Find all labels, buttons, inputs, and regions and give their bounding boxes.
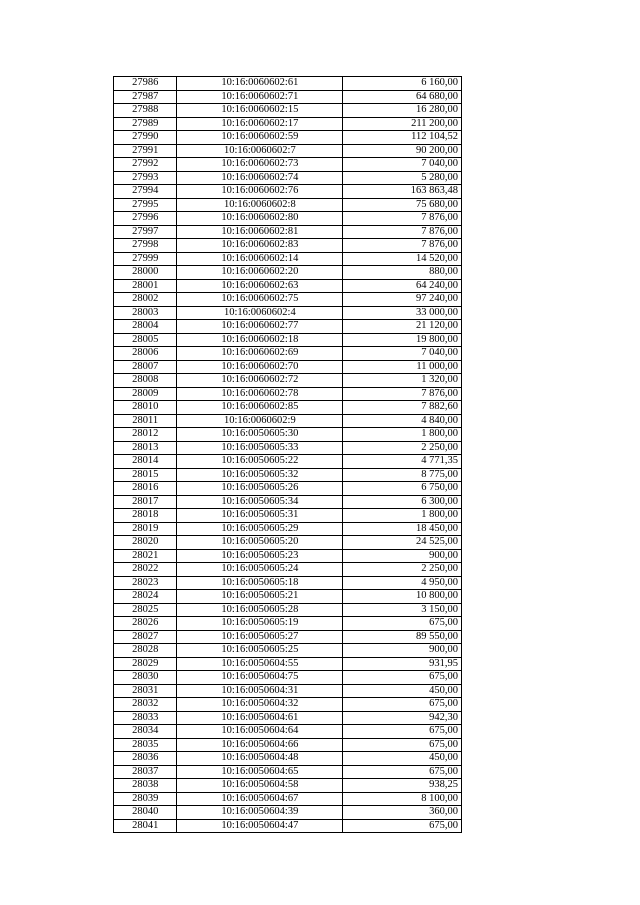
- cadastral-number: 10:16:0060602:9: [177, 414, 343, 428]
- cadastral-value: 7 040,00: [343, 347, 462, 361]
- cadastral-number: 10:16:0060602:14: [177, 252, 343, 266]
- table-row: [114, 590, 462, 604]
- row-number: 28014: [114, 455, 177, 469]
- cadastral-value: 450,00: [343, 752, 462, 766]
- cadastral-number: 10:16:0060602:81: [177, 225, 343, 239]
- table-body: [114, 77, 462, 833]
- cadastral-value: 675,00: [343, 617, 462, 631]
- cadastral-number: 10:16:0050605:34: [177, 495, 343, 509]
- cadastral-value: 942,30: [343, 711, 462, 725]
- cadastral-number: 10:16:0060602:85: [177, 401, 343, 415]
- cadastral-value: 2 250,00: [343, 441, 462, 455]
- cadastral-value: 7 876,00: [343, 212, 462, 226]
- cadastral-value: 7 876,00: [343, 239, 462, 253]
- table-row: [114, 495, 462, 509]
- table-row: [114, 509, 462, 523]
- cadastral-number: 10:16:0050605:27: [177, 630, 343, 644]
- table-row: [114, 441, 462, 455]
- table-row: [114, 387, 462, 401]
- cadastral-number: 10:16:0050604:47: [177, 819, 343, 833]
- table-row: [114, 104, 462, 118]
- cadastral-number: 10:16:0050605:19: [177, 617, 343, 631]
- row-number: 28020: [114, 536, 177, 550]
- row-number: 28038: [114, 779, 177, 793]
- cadastral-value: 675,00: [343, 738, 462, 752]
- cadastral-number: 10:16:0060602:70: [177, 360, 343, 374]
- table-row: [114, 171, 462, 185]
- cadastral-value: 931,95: [343, 657, 462, 671]
- row-number: 28029: [114, 657, 177, 671]
- cadastral-value: 19 800,00: [343, 333, 462, 347]
- table-row: [114, 522, 462, 536]
- table-row: [114, 671, 462, 685]
- cadastral-number: 10:16:0050605:28: [177, 603, 343, 617]
- table-row: [114, 684, 462, 698]
- table-row: [114, 644, 462, 658]
- table-row: [114, 252, 462, 266]
- cadastral-value: 7 876,00: [343, 225, 462, 239]
- cadastral-value: 938,25: [343, 779, 462, 793]
- cadastral-value: 14 520,00: [343, 252, 462, 266]
- cadastral-number: 10:16:0050604:75: [177, 671, 343, 685]
- cadastral-number: 10:16:0050604:61: [177, 711, 343, 725]
- table-row: [114, 657, 462, 671]
- cadastral-number: 10:16:0060602:73: [177, 158, 343, 172]
- row-number: 28019: [114, 522, 177, 536]
- cadastral-number: 10:16:0060602:61: [177, 77, 343, 91]
- cadastral-number: 10:16:0060602:78: [177, 387, 343, 401]
- row-number: 28008: [114, 374, 177, 388]
- cadastral-value: 1 320,00: [343, 374, 462, 388]
- cadastral-number: 10:16:0060602:7: [177, 144, 343, 158]
- cadastral-value: 1 800,00: [343, 509, 462, 523]
- table-row: [114, 455, 462, 469]
- row-number: 27997: [114, 225, 177, 239]
- table-row: [114, 630, 462, 644]
- cadastral-value: 6 300,00: [343, 495, 462, 509]
- cadastral-number: 10:16:0060602:63: [177, 279, 343, 293]
- table-row: [114, 293, 462, 307]
- cadastral-value: 7 876,00: [343, 387, 462, 401]
- table-row: [114, 725, 462, 739]
- cadastral-number: 10:16:0060602:8: [177, 198, 343, 212]
- row-number: 28013: [114, 441, 177, 455]
- cadastral-value: 4 950,00: [343, 576, 462, 590]
- cadastral-value: 163 863,48: [343, 185, 462, 199]
- row-number: 28025: [114, 603, 177, 617]
- row-number: 28041: [114, 819, 177, 833]
- cadastral-number: 10:16:0050604:67: [177, 792, 343, 806]
- cadastral-value: 3 150,00: [343, 603, 462, 617]
- cadastral-number: 10:16:0050605:18: [177, 576, 343, 590]
- cadastral-value: 33 000,00: [343, 306, 462, 320]
- cadastral-number: 10:16:0060602:15: [177, 104, 343, 118]
- table-row: [114, 806, 462, 820]
- row-number: 28006: [114, 347, 177, 361]
- row-number: 28033: [114, 711, 177, 725]
- row-number: 28027: [114, 630, 177, 644]
- row-number: 27998: [114, 239, 177, 253]
- table-row: [114, 266, 462, 280]
- table-row: [114, 536, 462, 550]
- cadastral-number: 10:16:0060602:20: [177, 266, 343, 280]
- row-number: 28016: [114, 482, 177, 496]
- cadastral-value: 6 750,00: [343, 482, 462, 496]
- cadastral-value: 97 240,00: [343, 293, 462, 307]
- row-number: 28002: [114, 293, 177, 307]
- cadastral-number: 10:16:0060602:74: [177, 171, 343, 185]
- cadastral-value: 1 800,00: [343, 428, 462, 442]
- cadastral-number: 10:16:0060602:17: [177, 117, 343, 131]
- table-row: [114, 414, 462, 428]
- row-number: 28031: [114, 684, 177, 698]
- cadastral-number: 10:16:0060602:59: [177, 131, 343, 145]
- row-number: 28017: [114, 495, 177, 509]
- cadastral-number: 10:16:0050605:24: [177, 563, 343, 577]
- table-row: [114, 819, 462, 833]
- cadastral-number: 10:16:0050605:30: [177, 428, 343, 442]
- table-row: [114, 347, 462, 361]
- row-number: 28012: [114, 428, 177, 442]
- row-number: 28024: [114, 590, 177, 604]
- table-row: [114, 333, 462, 347]
- cadastral-number: 10:16:0050604:64: [177, 725, 343, 739]
- cadastral-number: 10:16:0050604:55: [177, 657, 343, 671]
- cadastral-number: 10:16:0050604:58: [177, 779, 343, 793]
- row-number: 28026: [114, 617, 177, 631]
- cadastral-value: 8 100,00: [343, 792, 462, 806]
- row-number: 28007: [114, 360, 177, 374]
- table-row: [114, 428, 462, 442]
- cadastral-number: 10:16:0050604:39: [177, 806, 343, 820]
- row-number: 28010: [114, 401, 177, 415]
- table-row: [114, 198, 462, 212]
- row-number: 28035: [114, 738, 177, 752]
- row-number: 27993: [114, 171, 177, 185]
- cadastral-value: 10 800,00: [343, 590, 462, 604]
- row-number: 27990: [114, 131, 177, 145]
- cadastral-value: 675,00: [343, 698, 462, 712]
- table-row: [114, 279, 462, 293]
- cadastral-value: 64 680,00: [343, 90, 462, 104]
- cadastral-number: 10:16:0060602:4: [177, 306, 343, 320]
- cadastral-number: 10:16:0050604:32: [177, 698, 343, 712]
- row-number: 27995: [114, 198, 177, 212]
- table-row: [114, 320, 462, 334]
- row-number: 27991: [114, 144, 177, 158]
- table-row: [114, 765, 462, 779]
- cadastral-value: 89 550,00: [343, 630, 462, 644]
- cadastral-number: 10:16:0060602:75: [177, 293, 343, 307]
- cadastral-number: 10:16:0050605:23: [177, 549, 343, 563]
- cadastral-value: 21 120,00: [343, 320, 462, 334]
- row-number: 27994: [114, 185, 177, 199]
- row-number: 28039: [114, 792, 177, 806]
- table-row: [114, 482, 462, 496]
- row-number: 28023: [114, 576, 177, 590]
- cadastral-number: 10:16:0050605:32: [177, 468, 343, 482]
- cadastral-value: 64 240,00: [343, 279, 462, 293]
- row-number: 28040: [114, 806, 177, 820]
- cadastral-value: 75 680,00: [343, 198, 462, 212]
- table-row: [114, 225, 462, 239]
- cadastral-value: 675,00: [343, 819, 462, 833]
- cadastral-value: 8 775,00: [343, 468, 462, 482]
- cadastral-number: 10:16:0050605:33: [177, 441, 343, 455]
- cadastral-value: 880,00: [343, 266, 462, 280]
- cadastral-number: 10:16:0060602:76: [177, 185, 343, 199]
- row-number: 28011: [114, 414, 177, 428]
- table-row: [114, 792, 462, 806]
- table-row: [114, 374, 462, 388]
- table-row: [114, 468, 462, 482]
- cadastral-number: 10:16:0050604:65: [177, 765, 343, 779]
- cadastral-value: 675,00: [343, 671, 462, 685]
- cadastral-number: 10:16:0050605:25: [177, 644, 343, 658]
- table-row: [114, 738, 462, 752]
- cadastral-number: 10:16:0060602:80: [177, 212, 343, 226]
- table-row: [114, 779, 462, 793]
- table-row: [114, 144, 462, 158]
- cadastral-value: 450,00: [343, 684, 462, 698]
- cadastral-value-table: [113, 76, 462, 833]
- cadastral-number: 10:16:0050604:48: [177, 752, 343, 766]
- cadastral-value: 900,00: [343, 549, 462, 563]
- table-row: [114, 752, 462, 766]
- table-row: [114, 239, 462, 253]
- table-row: [114, 617, 462, 631]
- cadastral-number: 10:16:0050605:31: [177, 509, 343, 523]
- cadastral-number: 10:16:0050605:21: [177, 590, 343, 604]
- row-number: 27986: [114, 77, 177, 91]
- row-number: 27989: [114, 117, 177, 131]
- row-number: 28018: [114, 509, 177, 523]
- cadastral-value: 112 104,52: [343, 131, 462, 145]
- table-row: [114, 77, 462, 91]
- cadastral-number: 10:16:0050604:31: [177, 684, 343, 698]
- table-row: [114, 711, 462, 725]
- cadastral-value: 211 200,00: [343, 117, 462, 131]
- row-number: 27988: [114, 104, 177, 118]
- table-row: [114, 185, 462, 199]
- row-number: 28022: [114, 563, 177, 577]
- table-row: [114, 563, 462, 577]
- cadastral-value: 90 200,00: [343, 144, 462, 158]
- table-row: [114, 360, 462, 374]
- row-number: 28032: [114, 698, 177, 712]
- row-number: 27996: [114, 212, 177, 226]
- cadastral-number: 10:16:0060602:77: [177, 320, 343, 334]
- row-number: 28009: [114, 387, 177, 401]
- row-number: 28005: [114, 333, 177, 347]
- cadastral-value: 2 250,00: [343, 563, 462, 577]
- row-number: 28028: [114, 644, 177, 658]
- table-row: [114, 576, 462, 590]
- cadastral-value: 16 280,00: [343, 104, 462, 118]
- cadastral-number: 10:16:0050605:22: [177, 455, 343, 469]
- table-row: [114, 603, 462, 617]
- cadastral-value: 18 450,00: [343, 522, 462, 536]
- table-row: [114, 306, 462, 320]
- row-number: 28015: [114, 468, 177, 482]
- cadastral-number: 10:16:0060602:83: [177, 239, 343, 253]
- table-row: [114, 698, 462, 712]
- cadastral-value: 675,00: [343, 725, 462, 739]
- cadastral-number: 10:16:0060602:71: [177, 90, 343, 104]
- row-number: 28030: [114, 671, 177, 685]
- cadastral-value: 7 882,60: [343, 401, 462, 415]
- row-number: 28037: [114, 765, 177, 779]
- cadastral-value: 675,00: [343, 765, 462, 779]
- row-number: 28003: [114, 306, 177, 320]
- row-number: 28034: [114, 725, 177, 739]
- cadastral-number: 10:16:0050605:29: [177, 522, 343, 536]
- cadastral-number: 10:16:0060602:72: [177, 374, 343, 388]
- table-row: [114, 117, 462, 131]
- cadastral-number: 10:16:0060602:18: [177, 333, 343, 347]
- table-row: [114, 549, 462, 563]
- cadastral-value: 7 040,00: [343, 158, 462, 172]
- table-row: [114, 158, 462, 172]
- row-number: 28036: [114, 752, 177, 766]
- row-number: 28001: [114, 279, 177, 293]
- table-row: [114, 212, 462, 226]
- row-number: 28000: [114, 266, 177, 280]
- cadastral-value: 900,00: [343, 644, 462, 658]
- cadastral-number: 10:16:0060602:69: [177, 347, 343, 361]
- row-number: 27987: [114, 90, 177, 104]
- row-number: 27992: [114, 158, 177, 172]
- table-row: [114, 401, 462, 415]
- cadastral-value: 4 840,00: [343, 414, 462, 428]
- cadastral-number: 10:16:0050605:20: [177, 536, 343, 550]
- row-number: 28004: [114, 320, 177, 334]
- cadastral-value: 11 000,00: [343, 360, 462, 374]
- table-row: [114, 131, 462, 145]
- cadastral-value: 24 525,00: [343, 536, 462, 550]
- row-number: 27999: [114, 252, 177, 266]
- row-number: 28021: [114, 549, 177, 563]
- cadastral-value: 6 160,00: [343, 77, 462, 91]
- table-row: [114, 90, 462, 104]
- cadastral-value: 4 771,35: [343, 455, 462, 469]
- cadastral-value: 360,00: [343, 806, 462, 820]
- cadastral-value: 5 280,00: [343, 171, 462, 185]
- cadastral-number: 10:16:0050605:26: [177, 482, 343, 496]
- cadastral-number: 10:16:0050604:66: [177, 738, 343, 752]
